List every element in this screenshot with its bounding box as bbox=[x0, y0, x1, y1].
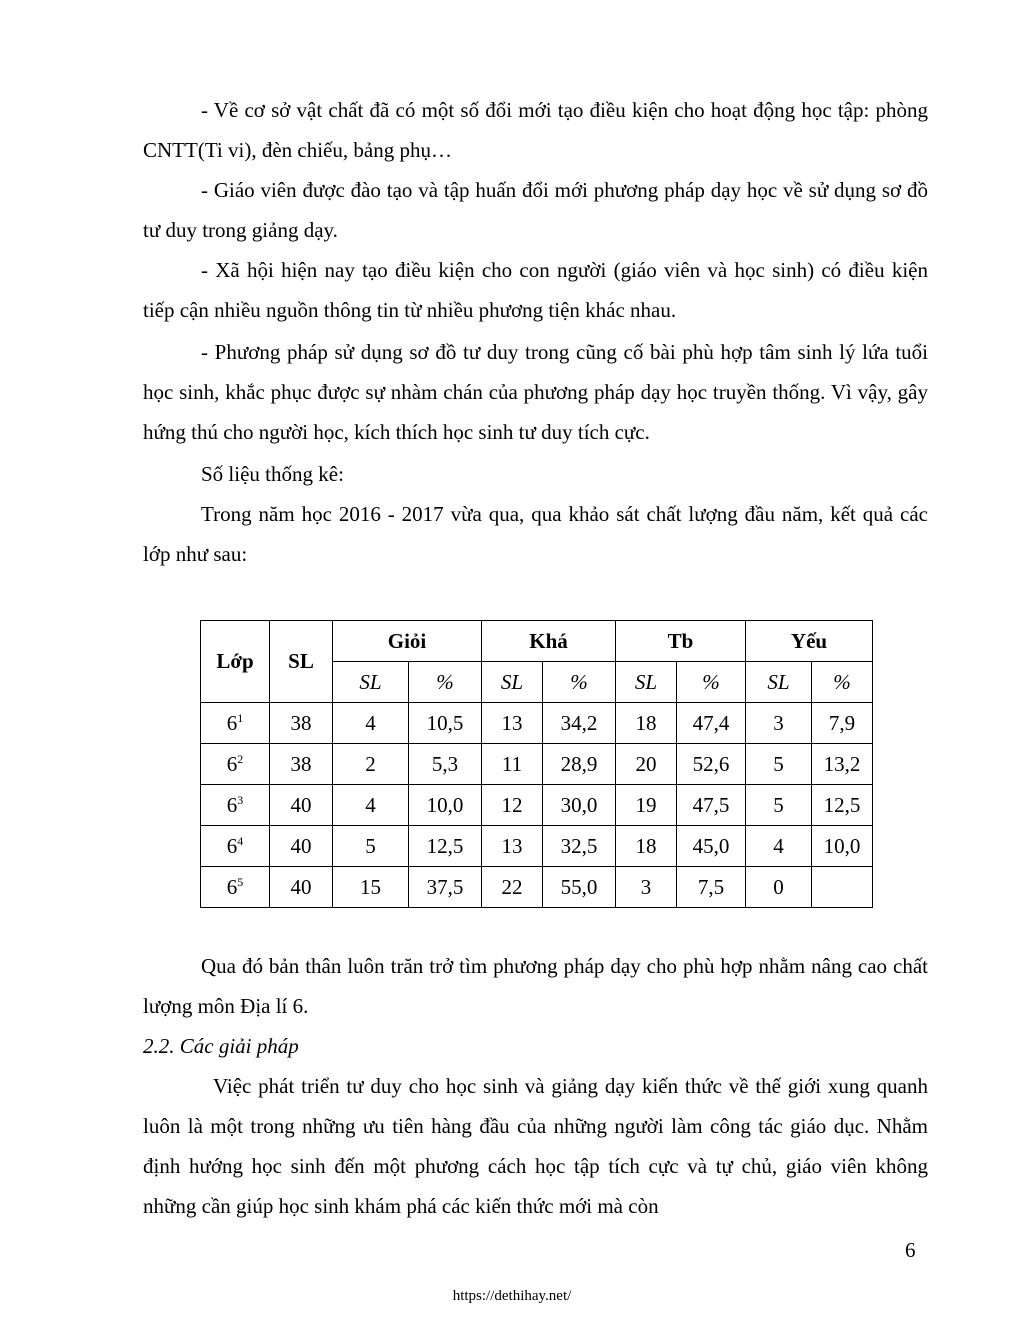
header-yeu: Yếu bbox=[746, 621, 873, 662]
cell bbox=[812, 867, 873, 908]
cell: 18 bbox=[616, 703, 677, 744]
subheader-sl: SL bbox=[616, 662, 677, 703]
cell: 19 bbox=[616, 785, 677, 826]
cell: 0 bbox=[746, 867, 812, 908]
cell: 10,0 bbox=[812, 826, 873, 867]
cell: 11 bbox=[482, 744, 543, 785]
cell: 12,5 bbox=[812, 785, 873, 826]
statistics-label: Số liệu thống kê: bbox=[201, 462, 344, 486]
cell: 30,0 bbox=[543, 785, 616, 826]
cell: 52,6 bbox=[677, 744, 746, 785]
cell: 5 bbox=[746, 785, 812, 826]
class-cell: $6^3$ bbox=[201, 785, 270, 826]
table-row bbox=[201, 826, 873, 867]
cell: 5,3 bbox=[409, 744, 482, 785]
subheader-sl: SL bbox=[746, 662, 812, 703]
header-kha: Khá bbox=[482, 621, 616, 662]
header-sl: SL bbox=[270, 621, 333, 703]
cell: 5 bbox=[746, 744, 812, 785]
paragraph-society: - Xã hội hiện nay tạo điều kiện cho con người (giáo viên và học sinh) có điều kiện tiếp cận nhiều nguồn thông tin từ nhiều phương tiện khác nhau. bbox=[143, 258, 928, 322]
cell: 12,5 bbox=[409, 826, 482, 867]
cell: 7,5 bbox=[677, 867, 746, 908]
class-cell: $6^2$ bbox=[201, 744, 270, 785]
subheader-sl: SL bbox=[333, 662, 409, 703]
paragraph-conclusion: Qua đó bản thân luôn trăn trở tìm phương pháp dạy cho phù hợp nhằm nâng cao chất lượng môn Địa lí 6. bbox=[143, 954, 928, 1018]
cell: 4 bbox=[333, 703, 409, 744]
subheader-sl: SL bbox=[482, 662, 543, 703]
table-row bbox=[201, 703, 873, 744]
cell: 13 bbox=[482, 703, 543, 744]
cell: 47,4 bbox=[677, 703, 746, 744]
cell: 28,9 bbox=[543, 744, 616, 785]
table-header-row bbox=[201, 621, 873, 662]
cell: 3 bbox=[746, 703, 812, 744]
cell: 15 bbox=[333, 867, 409, 908]
cell: 40 bbox=[270, 867, 333, 908]
cell: 13,2 bbox=[812, 744, 873, 785]
cell: 5 bbox=[333, 826, 409, 867]
class-cell: $6^1$ bbox=[201, 703, 270, 744]
paragraph-facilities: - Về cơ sở vật chất đã có một số đổi mới tạo điều kiện cho hoạt động học tập: phòng CNTT(Ti vi), đèn chiếu, bảng phụ… bbox=[143, 98, 928, 162]
section-heading: 2.2. Các giải pháp bbox=[143, 1034, 299, 1058]
header-tb: Tb bbox=[616, 621, 746, 662]
paragraph-solutions: Việc phát triển tư duy cho học sinh và giảng dạy kiến thức về thế giới xung quanh luôn là một trong những ưu tiên hàng đầu của những người làm công tác giáo dục. Nhằm định hướng học sinh đến một phương cách học tập tích cực và tự chủ, giáo viên không những cần giúp học sinh khám phá các kiến thức mới mà còn bbox=[143, 1074, 928, 1218]
paragraph-teacher-training: - Giáo viên được đào tạo và tập huấn đổi mới phương pháp dạy học về sử dụng sơ đồ tư duy trong giảng dạy. bbox=[143, 178, 928, 242]
cell: 45,0 bbox=[677, 826, 746, 867]
cell: 2 bbox=[333, 744, 409, 785]
table-row bbox=[201, 785, 873, 826]
paragraph-survey: Trong năm học 2016 - 2017 vừa qua, qua khảo sát chất lượng đầu năm, kết quả các lớp như sau: bbox=[143, 502, 928, 566]
cell: 22 bbox=[482, 867, 543, 908]
subheader-pct: % bbox=[812, 662, 873, 703]
cell: 4 bbox=[746, 826, 812, 867]
cell: 10,5 bbox=[409, 703, 482, 744]
header-lop: Lớp bbox=[201, 621, 270, 703]
subheader-pct: % bbox=[409, 662, 482, 703]
cell: 38 bbox=[270, 744, 333, 785]
paragraph-mindmap-method: - Phương pháp sử dụng sơ đồ tư duy trong cũng cố bài phù hợp tâm sinh lý lứa tuổi học sinh, khắc phục được sự nhàm chán của phương pháp dạy học truyền thống. Vì vậy, gây hứng thú cho người học, kích thích học sinh tư duy tích cực. bbox=[143, 340, 928, 444]
cell: 40 bbox=[270, 826, 333, 867]
cell: 34,2 bbox=[543, 703, 616, 744]
results-table bbox=[200, 620, 873, 908]
footer-url: https://dethihay.net/ bbox=[452, 1288, 572, 1304]
page-number: 6 bbox=[905, 1238, 916, 1262]
cell: 38 bbox=[270, 703, 333, 744]
cell: 32,5 bbox=[543, 826, 616, 867]
cell: 7,9 bbox=[812, 703, 873, 744]
cell: 18 bbox=[616, 826, 677, 867]
cell: 47,5 bbox=[677, 785, 746, 826]
cell: 12 bbox=[482, 785, 543, 826]
table-row bbox=[201, 744, 873, 785]
cell: 13 bbox=[482, 826, 543, 867]
header-gioi: Giỏi bbox=[333, 621, 482, 662]
cell: 20 bbox=[616, 744, 677, 785]
cell: 40 bbox=[270, 785, 333, 826]
cell: 55,0 bbox=[543, 867, 616, 908]
cell: 3 bbox=[616, 867, 677, 908]
subheader-pct: % bbox=[543, 662, 616, 703]
cell: 37,5 bbox=[409, 867, 482, 908]
table-row bbox=[201, 867, 873, 908]
cell: 4 bbox=[333, 785, 409, 826]
cell: 10,0 bbox=[409, 785, 482, 826]
class-cell: $6^5$ bbox=[201, 867, 270, 908]
subheader-pct: % bbox=[677, 662, 746, 703]
class-cell: $6^4$ bbox=[201, 826, 270, 867]
